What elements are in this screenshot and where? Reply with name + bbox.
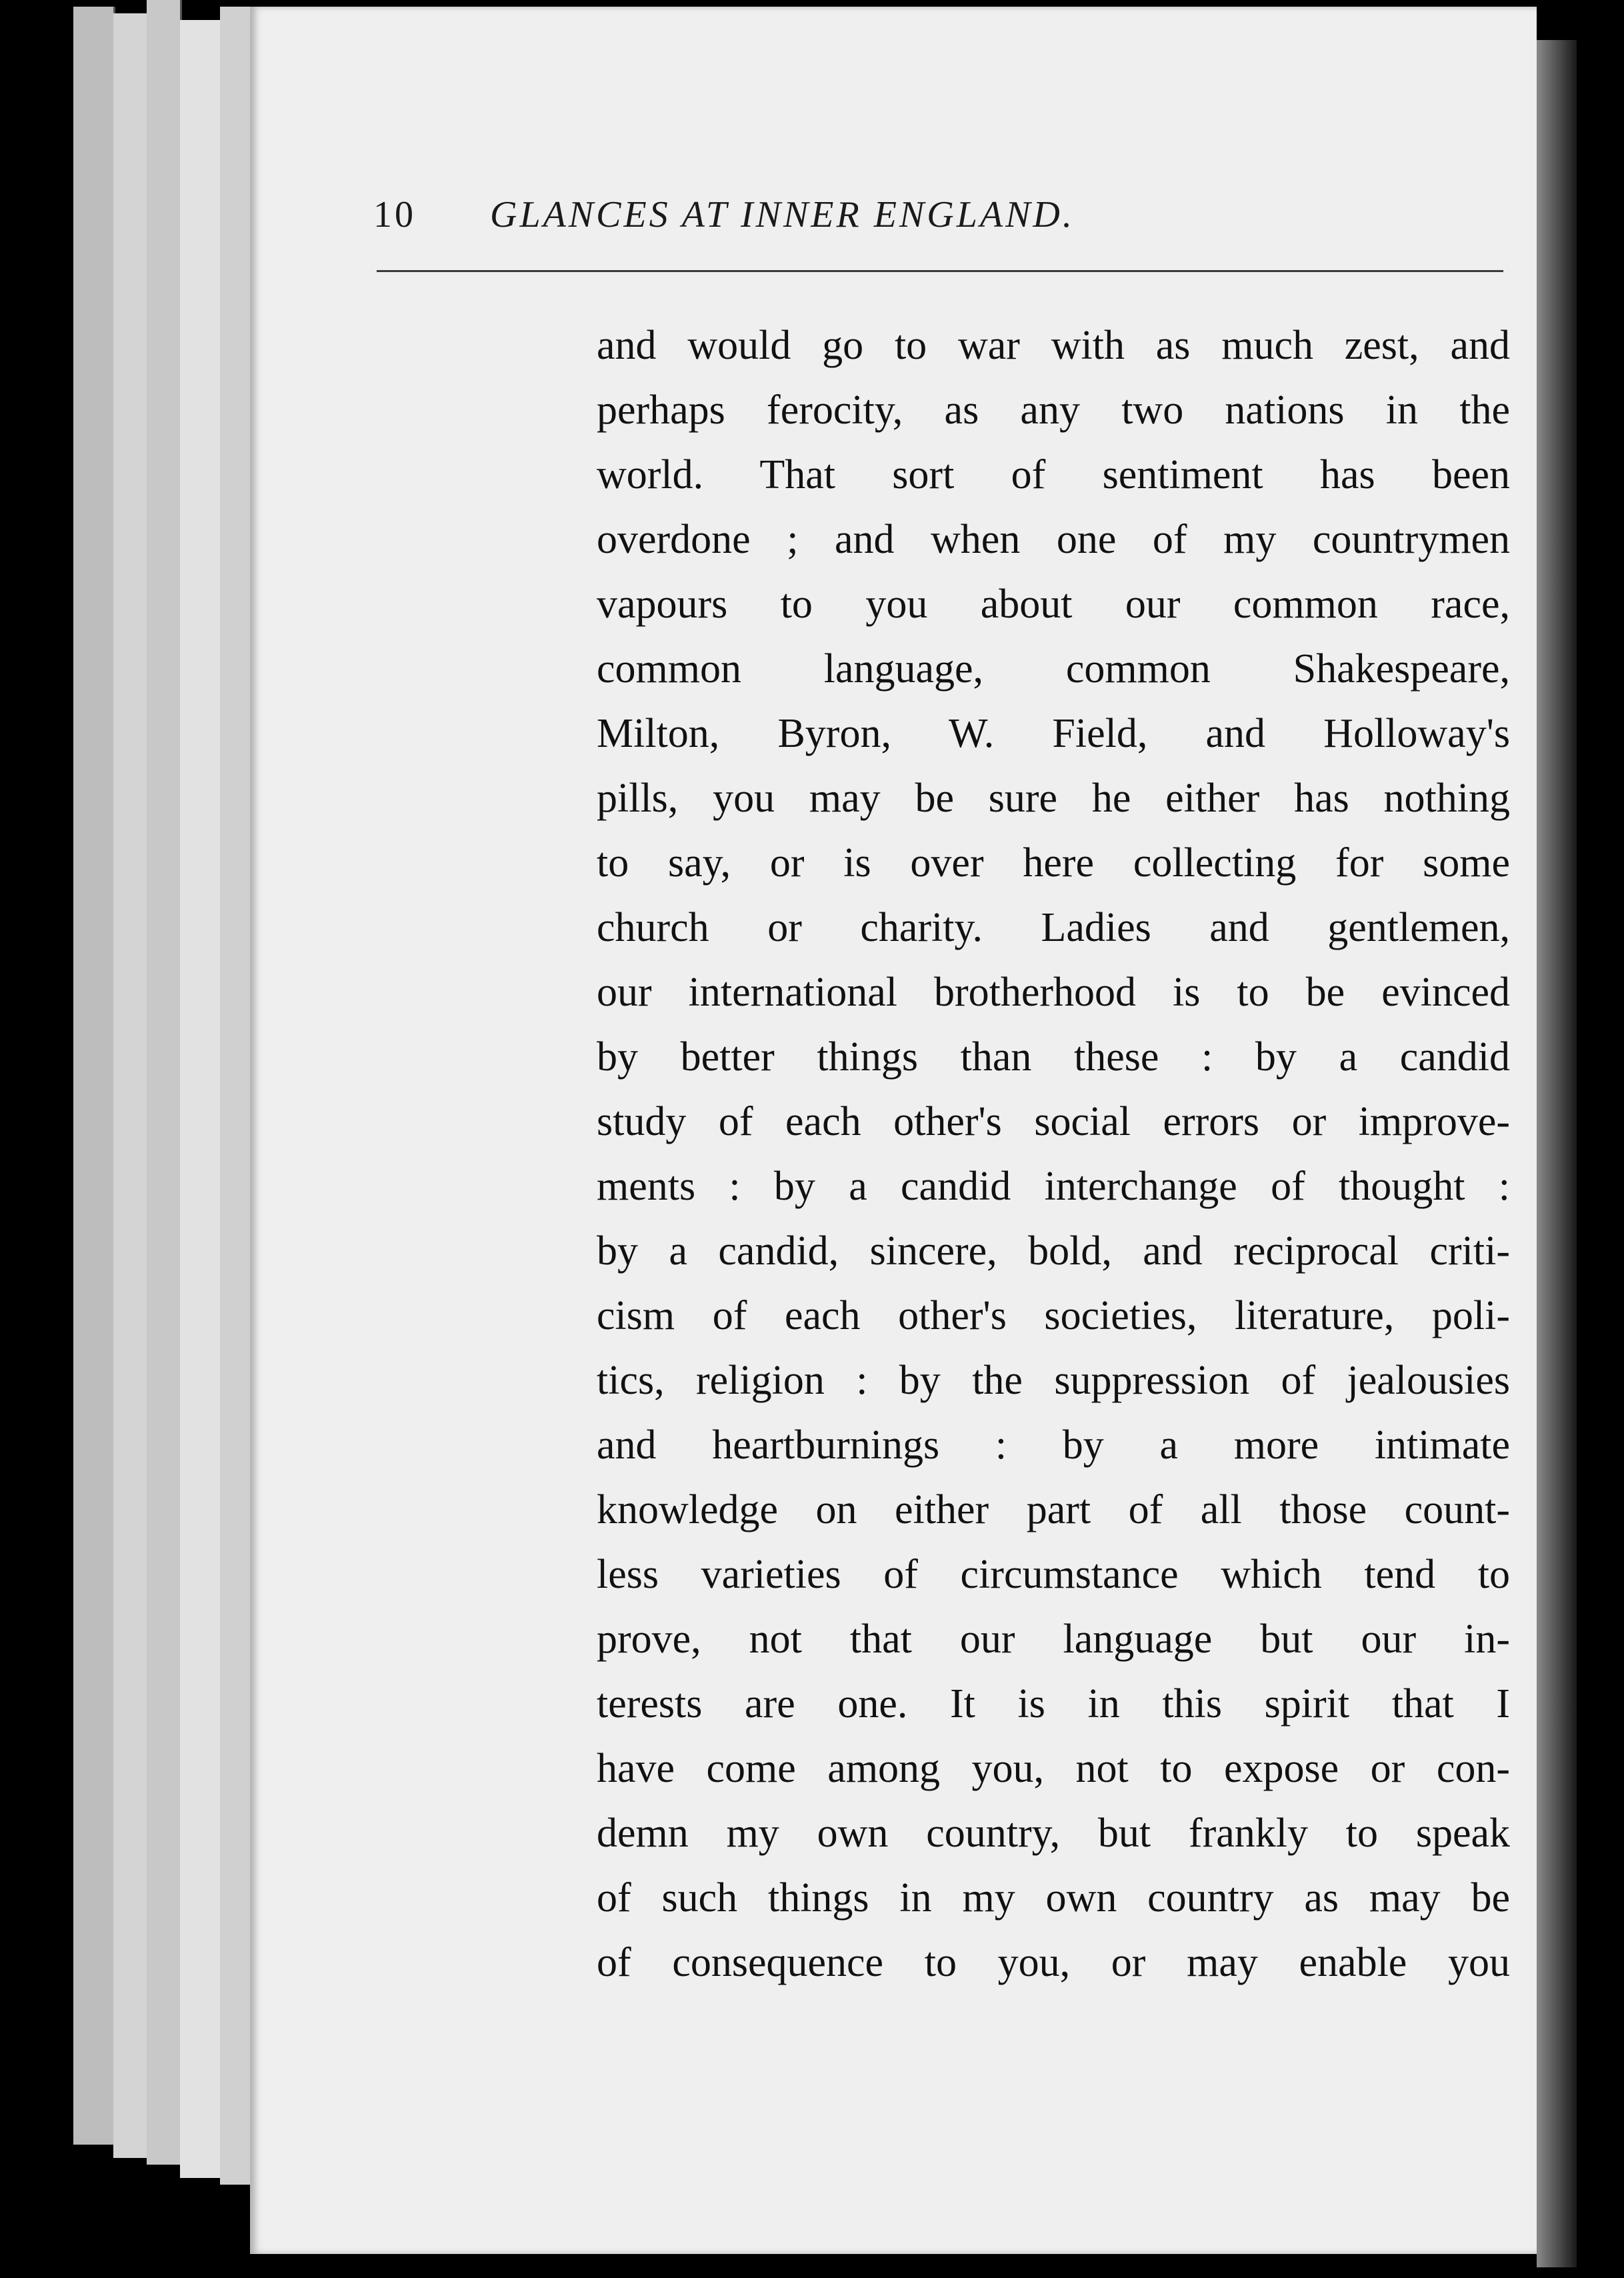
page-shadow xyxy=(1537,40,1577,2267)
text-line: perhaps ferocity, as any two nations in the xyxy=(597,387,1510,433)
page-edge xyxy=(73,7,115,2145)
text-line: church or charity. Ladies and gentlemen, xyxy=(597,905,1510,950)
text-line: have come among you, not to expose or con- xyxy=(597,1746,1510,1791)
text-line: prove, not that our language but our in- xyxy=(597,1616,1510,1662)
text-line: terests are one. It is in this spirit that I xyxy=(597,1681,1510,1727)
text-line: Milton, Byron, W. Field, and Holloway's xyxy=(597,711,1510,756)
text-line: to say, or is over here collecting for some xyxy=(597,840,1510,886)
running-head xyxy=(373,193,1393,253)
text-line: common language, common Shakespeare, xyxy=(597,646,1510,692)
page-edge xyxy=(113,13,149,2158)
text-line: of such things in my own country as may be xyxy=(597,1875,1510,1921)
text-line: our international brotherhood is to be evinced xyxy=(597,970,1510,1015)
header-rule xyxy=(377,270,1503,272)
text-line: demn my own country, but frankly to speak xyxy=(597,1811,1510,1856)
body-text xyxy=(597,313,1510,1995)
page-edge xyxy=(180,20,222,2178)
text-line: tics, religion : by the suppression of jealousies xyxy=(597,1358,1510,1403)
text-line: cism of each other's societies, literature, poli- xyxy=(597,1293,1510,1338)
text-line: overdone ; and when one of my countrymen xyxy=(597,517,1510,562)
page-number: 10 xyxy=(373,194,416,235)
text-line: and heartburnings : by a more intimate xyxy=(597,1422,1510,1468)
text-line: pills, you may be sure he either has nothing xyxy=(597,776,1510,821)
text-line: of consequence to you, or may enable you xyxy=(597,1940,1510,1985)
text-line: vapours to you about our common race, xyxy=(597,582,1510,627)
text-line: study of each other's social errors or improve- xyxy=(597,1099,1510,1144)
page-edge xyxy=(147,0,182,2165)
text-line: world. That sort of sentiment has been xyxy=(597,452,1510,497)
text-line: knowledge on either part of all those count- xyxy=(597,1487,1510,1532)
text-line: less varieties of circumstance which tend to xyxy=(597,1552,1510,1597)
text-line: by better things than these : by a candid xyxy=(597,1034,1510,1080)
text-line: by a candid, sincere, bold, and reciprocal criti- xyxy=(597,1228,1510,1274)
text-line: and would go to war with as much zest, and xyxy=(597,323,1510,368)
running-title: GLANCES AT INNER ENGLAND. xyxy=(490,194,1075,235)
text-line: ments : by a candid interchange of thought : xyxy=(597,1164,1510,1209)
